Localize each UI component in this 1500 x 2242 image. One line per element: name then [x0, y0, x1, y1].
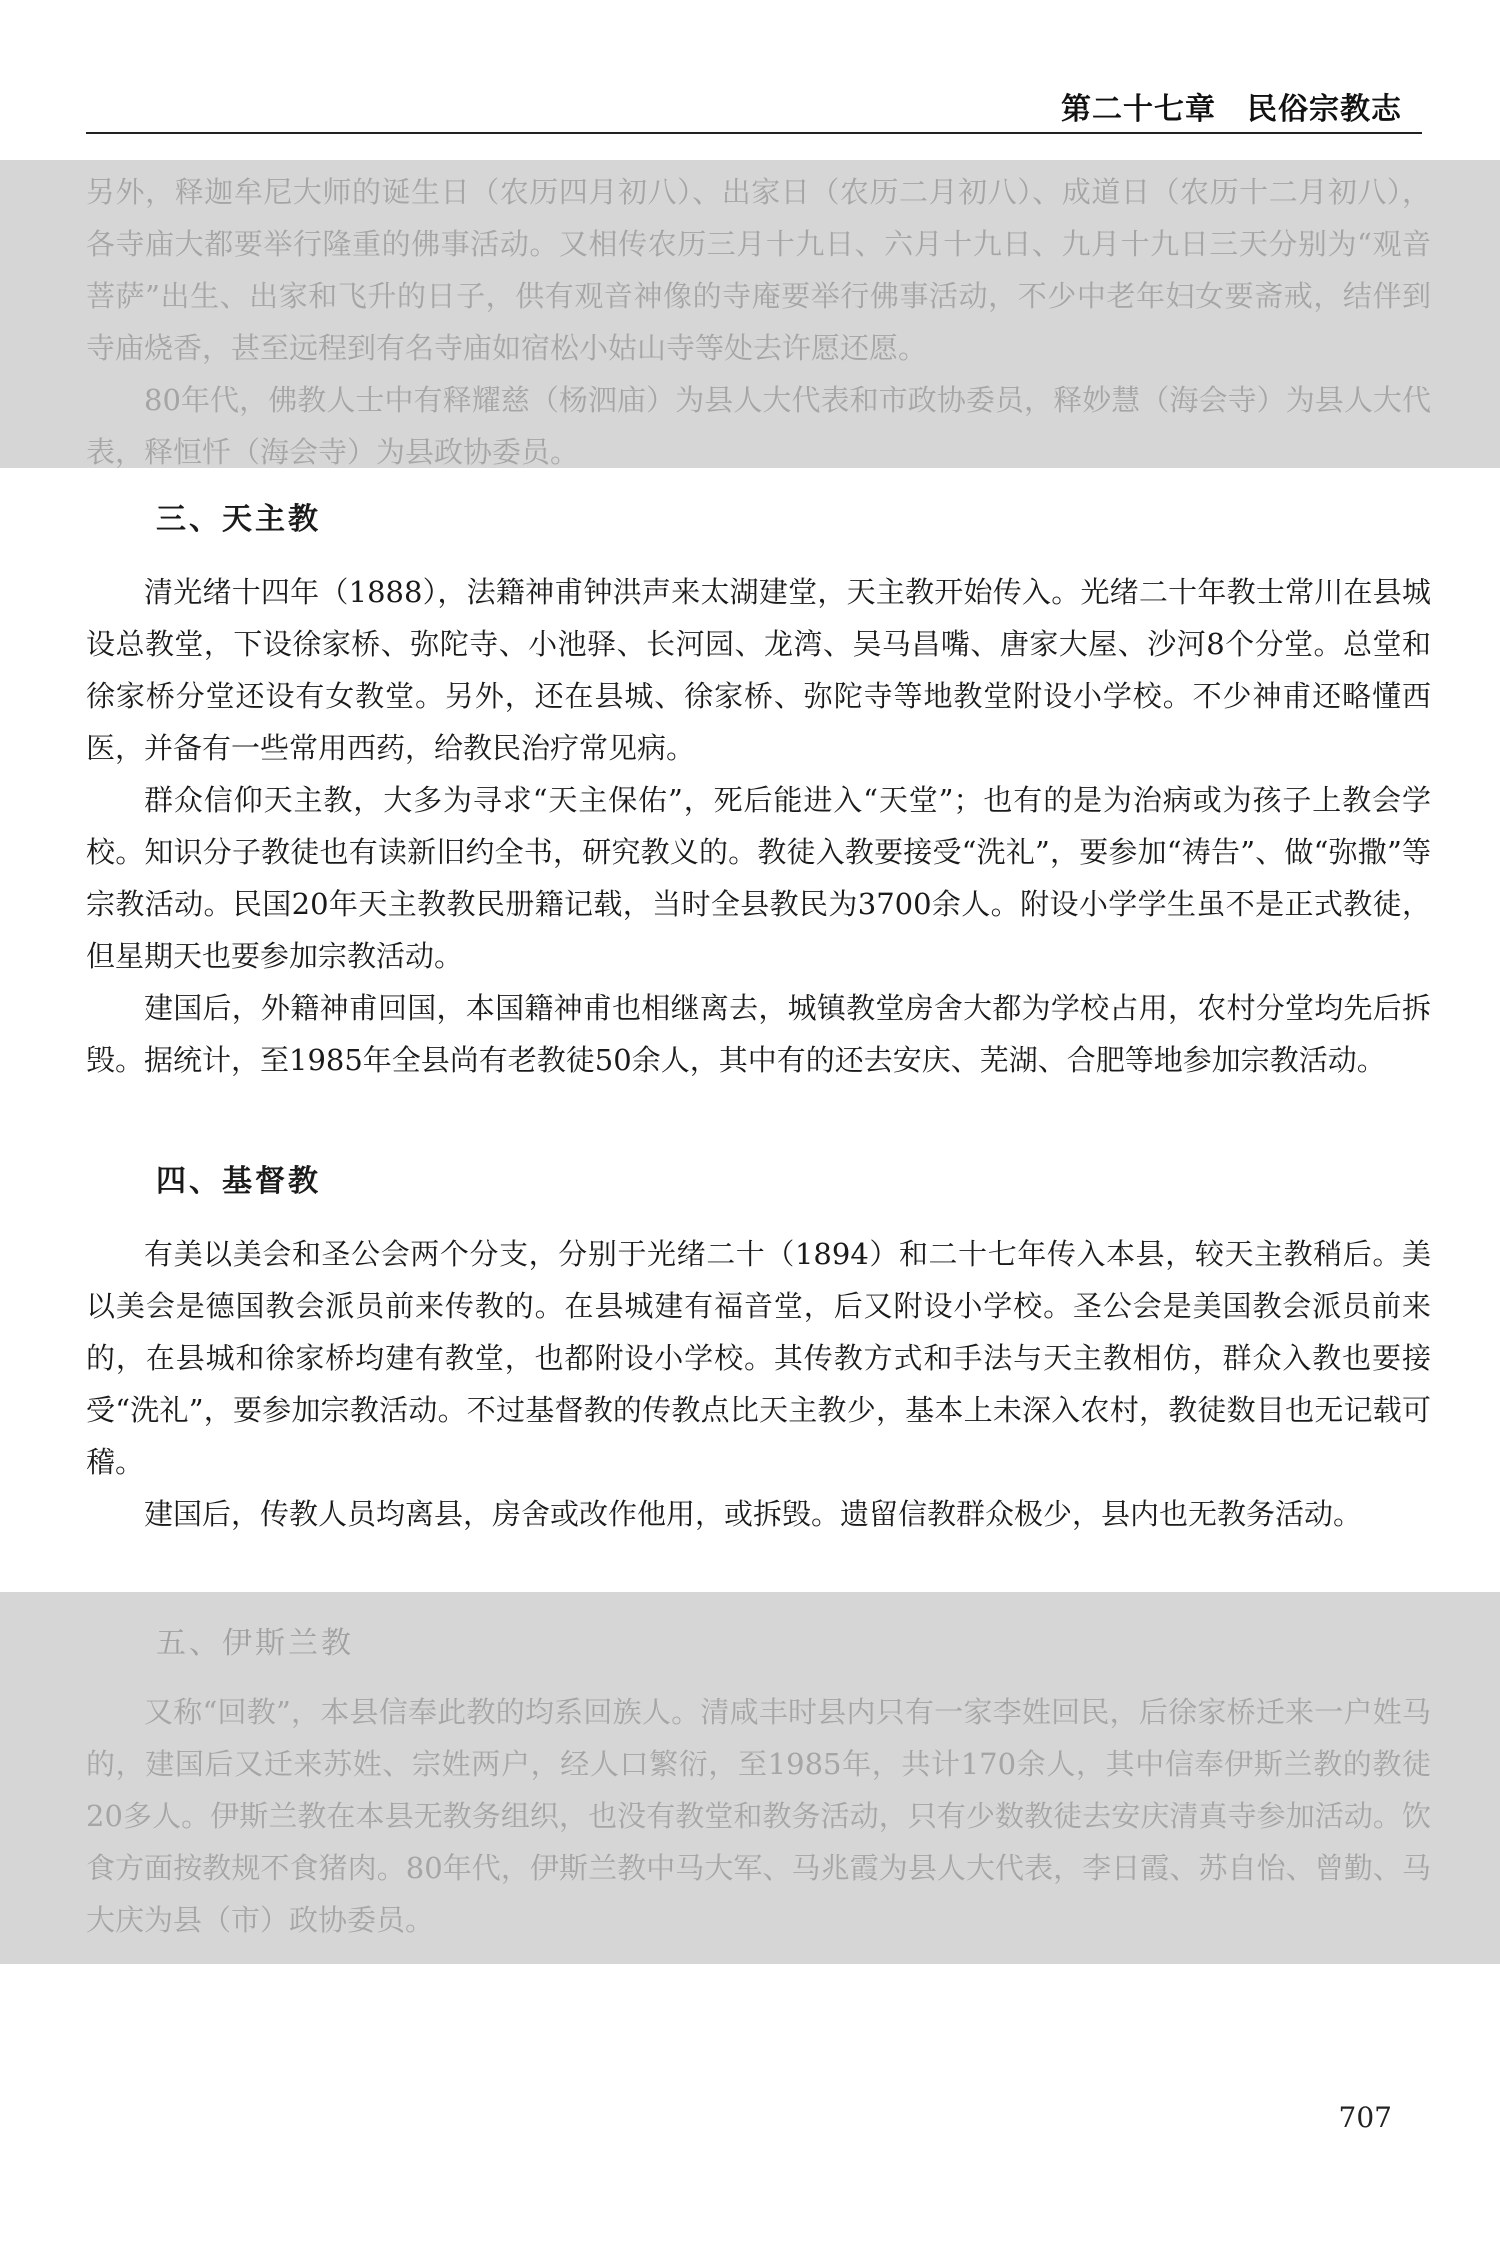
paragraph: 80年代，佛教人士中有释耀慈（杨泗庙）为县人大代表和市政协委员，释妙慧（海会寺）为县人大代表，释恒忏（海会寺）为县政协委员。 — [86, 383, 1431, 469]
paragraph: 另外，释迦牟尼大师的诞生日（农历四月初八）、出家日（农历二月初八）、成道日（农历十二月初八），各寺庙大都要举行隆重的佛事活动。又相传农历三月十九日、六月十九日、九月十九日三天分别为“观音菩萨”出生、出家和飞升的日子，供有观音神像的寺庵要举行佛事活动，不少中老年妇女要斋戒，结伴到寺庙烧香，甚至远程到有名寺庙如宿松小姑山寺等处去许愿还愿。 — [86, 175, 1431, 365]
page-number: 707 — [1338, 2101, 1392, 2134]
paragraph: 有美以美会和圣公会两个分支，分别于光绪二十（1894）和二十七年传入本县，较天主教稍后。美以美会是德国教会派员前来传教的。在县城建有福音堂，后又附设小学校。圣公会是美国教会派员前来的，在县城和徐家桥均建有教堂，也都附设小学校。其传教方式和手法与天主教相仿，群众入教也要接受“洗礼”，要参加宗教活动。不过基督教的传教点比天主教少，基本上未深入农村，教徒数目也无记载可稽。 — [86, 1237, 1431, 1479]
paragraph: 群众信仰天主教，大多为寻求“天主保佑”，死后能进入“天堂”；也有的是为治病或为孩子上教会学校。知识分子教徒也有读新旧约全书，研究教义的。教徒入教要接受“洗礼”，要参加“祷告”、做“弥撒”等宗教活动。民国20年天主教教民册籍记载，当时全县教民为3700余人。附设小学学生虽不是正式教徒，但星期天也要参加宗教活动。 — [86, 783, 1431, 973]
section-heading-islam: 五、伊斯兰教 — [156, 1626, 354, 1661]
christianity-section — [86, 1228, 1431, 1540]
section-heading-catholicism: 三、天主教 — [156, 502, 321, 537]
running-header — [86, 76, 1422, 134]
section-heading-christianity: 四、基督教 — [156, 1164, 321, 1199]
catholicism-section — [86, 566, 1431, 1086]
paragraph: 清光绪十四年（1888），法籍神甫钟洪声来太湖建堂，天主教开始传入。光绪二十年教士常川在县城设总教堂，下设徐家桥、弥陀寺、小池驿、长河园、龙湾、吴马昌嘴、唐家大屋、沙河8个分堂。总堂和徐家桥分堂还设有女教堂。另外，还在县城、徐家桥、弥陀寺等地教堂附设小学校。不少神甫还略懂西医，并备有一些常用西药，给教民治疗常见病。 — [86, 575, 1431, 765]
islam-section — [86, 1686, 1431, 1946]
paragraph: 建国后，传教人员均离县，房舍或改作他用，或拆毁。遗留信教群众极少，县内也无教务活动。 — [144, 1497, 1363, 1531]
chapter-title: 第二十七章 民俗宗教志 — [1061, 92, 1402, 127]
buddhism-continued-section — [86, 166, 1431, 478]
paragraph: 又称“回教”，本县信奉此教的均系回族人。清咸丰时县内只有一家李姓回民，后徐家桥迁来一户姓马的，建国后又迁来苏姓、宗姓两户，经人口繁衍，至1985年，共计170余人，其中信奉伊斯兰教的教徒20多人。伊斯兰教在本县无教务组织，也没有教堂和教务活动，只有少数教徒去安庆清真寺参加活动。饮食方面按教规不食猪肉。80年代，伊斯兰教中马大军、马兆霞为县人大代表，李日霞、苏自怡、曾勤、马大庆为县（市）政协委员。 — [86, 1695, 1431, 1937]
paragraph: 建国后，外籍神甫回国，本国籍神甫也相继离去，城镇教堂房舍大都为学校占用，农村分堂均先后拆毁。据统计，至1985年全县尚有老教徒50余人，其中有的还去安庆、芜湖、合肥等地参加宗教活动。 — [86, 991, 1431, 1077]
